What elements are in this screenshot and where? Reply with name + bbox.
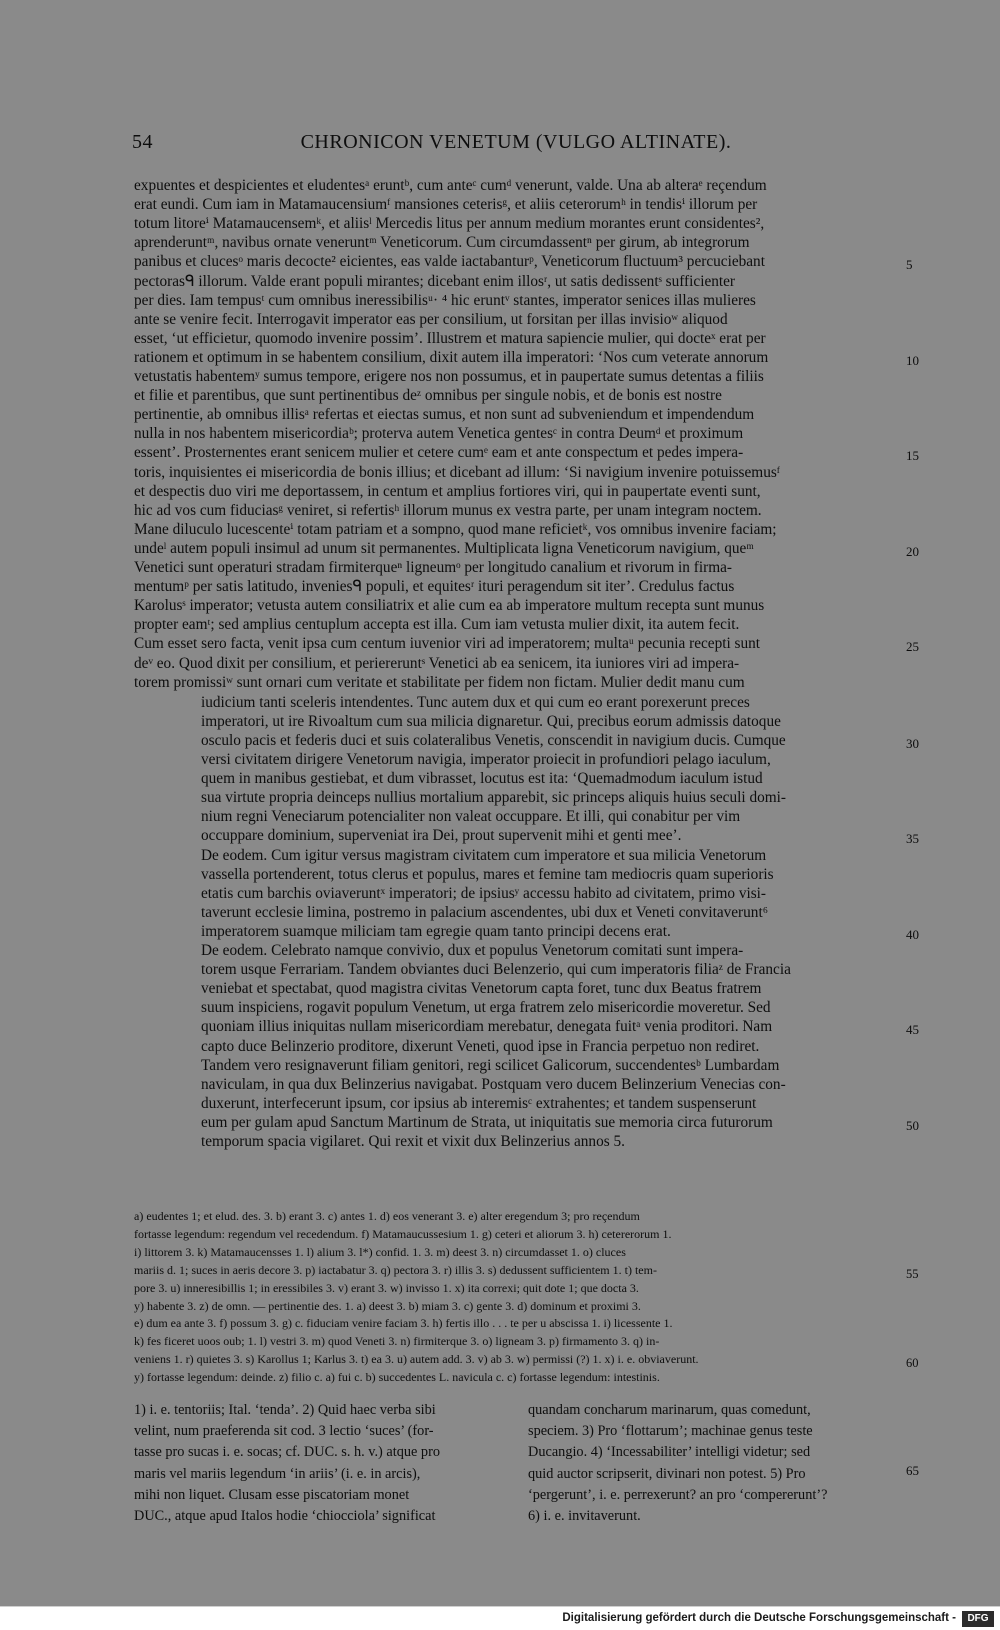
- text-line: pectorasᑫ illorum. Valde erant populi mirantes; dicebant enim illosʳ, ut satis dedissentˢ sufficienter: [134, 272, 736, 290]
- text-line: torem usque Ferrariam. Tandem obviantes duci Belenzerio, qui cum imperatoris filiaᶻ de Francia: [201, 961, 791, 979]
- apparatus-line-number: 60: [906, 1356, 919, 1371]
- footnote-line-number: 65: [906, 1463, 919, 1478]
- text-line: temporum spacia vigilaret. Qui rexit et vixit dux Belinzerius annos 5.: [201, 1133, 625, 1150]
- text-line: rationem et optimum in se habentem consilium, dixit autem illa imperatori: ‘Nos cum veterate annorum: [134, 348, 769, 366]
- footnote-line: DUC., atque apud Italos hodie ‘chiocciola’ significat: [134, 1508, 436, 1524]
- running-title: CHRONICON VENETUM (VULGO ALTINATE).: [300, 131, 732, 153]
- text-line: aprenderuntᵐ, navibus ornate veneruntᵐ Veneticorum. Cum circumdassentⁿ per girum, ab integrorum: [134, 234, 750, 252]
- apparatus-line-number: 55: [906, 1266, 919, 1281]
- apparatus-line: fortasse legendum: regendum vel recedendum. f) Matamaucussesium 1. g) ceteri et aliorum 3. h) cetererorum 1.: [134, 1226, 672, 1241]
- text-line: et filie et parentibus, que sunt pertinentibus deᶻ omnibus per singule nobis, et de bonis est nostre: [134, 387, 722, 405]
- text-line: et despectis duo viri me deportassem, in centum et amplius fortiores viri, qui in paupertate eventi sunt,: [134, 482, 761, 500]
- text-line: erat eundi. Cum iam in Matamaucensiumᶠ mansiones ceterisᵍ, et aliis ceterorumʰ in tendisⁱ illorum per: [134, 196, 758, 214]
- line-number: 20: [906, 543, 919, 559]
- footnote-line: ‘pergerunt’, i. e. perrexerunt? an pro ‘compererunt’?: [528, 1486, 828, 1503]
- line-number: 5: [906, 257, 913, 273]
- apparatus-line: veniens 1. r) quietes 3. s) Karollus 1; Karlus 3. t) ea 3. u) autem add. 3. v) ab 3. w) permissi (?) 1. x) i. e. obviaverunt.: [134, 1352, 699, 1367]
- footnote-line: speciem. 3) Pro ‘flottarum’; machinae genus teste: [528, 1423, 813, 1440]
- line-number: 25: [906, 639, 919, 655]
- text-line: esset, ‘ut efficietur, quomodo invenire possim’. Illustrem et matura sapiencie mulier, qui docteˣ erat per: [134, 329, 766, 347]
- text-line: vetustatis habentemʸ sumus tempore, erigere nos non possumus, et in paupertate sumus detentas a filiis: [134, 368, 764, 385]
- footnote-line: Ducangio. 4) ‘Incessabiliter’ intelligi videtur; sed: [528, 1444, 811, 1461]
- funding-notice: Digitalisierung gefördert durch die Deutsche Forschungsgemeinschaft -: [562, 1612, 956, 1624]
- footnote-line: quandam concharum marinarum, quas comedunt,: [528, 1402, 811, 1418]
- text-line: eum per gulam apud Sanctum Martinum de Strata, ut iniquitatis sue memoria circa futurorum: [201, 1113, 773, 1131]
- footnote-line: quid auctor scripserit, divinari non potest. 5) Pro: [528, 1465, 806, 1482]
- apparatus-line: e) dum ea ante 3. f) possum 3. g) c. fiduciam venire faciam 3. h) fertis illo . . . te per u abscissa 1. i) licessente 1.: [134, 1316, 673, 1331]
- footnote-line: tasse pro sucas i. e. socas; cf. DUC. s. h. v.) atque pro: [134, 1444, 440, 1461]
- text-line: vassella portenderent, totus clerus et populus, mares et femine tam mediocris quam superioris: [201, 865, 774, 883]
- text-line: quem in manibus gestiebat, et dum vibrasset, locutus est ita: ‘Quemadmodum iaculum istud: [201, 770, 763, 788]
- text-line: sua virtute propria deinceps nullius mortalium apparebit, sic princeps aliquis huius seculi domi-: [201, 789, 786, 807]
- text-line: Karolusˢ imperator; vetusta autem consiliatrix et alie cum ea ab imperatore multum recepta sunt munus: [134, 597, 765, 615]
- text-line: Venetici sunt operaturi stradam firmiterqueⁿ ligneumᵒ per longitudo canalium et rivorum in firma-: [134, 559, 732, 576]
- text-line: veniebat et spectabat, quod magistra civitas Venetorum capta foret, tunc dux Beatus fratrem: [201, 980, 762, 998]
- text-line: etatis cum barchis oviaveruntˣ imperatori; de ipsiusʸ accessu habito ad civitatem, primo visi-: [201, 884, 767, 902]
- text-line: De eodem. Celebrato namque convivio, dux et populus Venetorum comitati sunt impera-: [201, 942, 744, 959]
- text-line: naviculam, in qua dux Belinzerius navigabat. Postquam vero ducem Belinzerium Venecias con-: [201, 1075, 786, 1093]
- apparatus-line: i) littorem 3. k) Matamaucensses 1. l) alium 3. l*) confid. 1. 3. m) deest 3. n) circumdasset 1. o) cluces: [134, 1244, 626, 1259]
- text-line: ante se venire fecit. Interrogavit imperator eas per consilium, ut forsitan per illas invisioʷ aliquod: [134, 310, 728, 328]
- text-line: mentumᵖ per satis latitudo, inveniesᑫ populi, et equitesʳ ituri peragendum sit iter’. Credulus factus: [134, 578, 735, 596]
- dfg-logo: DFG: [962, 1611, 994, 1627]
- line-number: 50: [906, 1117, 919, 1133]
- text-line: pertinentie, ab omnibus illisᵃ refertas et eiectas sumus, et non sunt ad subveniendum et impendendum: [134, 406, 755, 424]
- text-line: quoniam illius iniquitas nullam misericordiam merebatur, denegata fuitᵃ venia proditori. Nam: [201, 1018, 773, 1036]
- text-line: iudicium tanti sceleris intendentes. Tunc autem dux et qui cum eo erant porexerunt preces: [201, 693, 750, 711]
- line-number: 40: [906, 926, 919, 942]
- text-line: osculo pacis et federis duci et suis colateralibus Venetis, conscendit in navigium ducis. Cumque: [201, 731, 786, 749]
- text-line: totum litoreⁱ Matamaucensemᵏ, et aliisˡ Mercedis litus per annum medium morantes erunt considentes²,: [134, 215, 765, 233]
- text-line: suum inspiciens, rogavit populum Venetum, ut erga fratrem zelo misericordie moveretur. Sed: [201, 999, 771, 1017]
- page-number: 54: [132, 131, 153, 153]
- footnote-line: 6) i. e. invitaverunt.: [528, 1508, 641, 1524]
- line-number: 35: [906, 831, 919, 847]
- line-number: 10: [906, 352, 919, 368]
- text-line: occuppare dominium, superveniat ira Dei, prout supervenit mihi et genti mee’.: [201, 827, 682, 845]
- line-number: 30: [906, 735, 919, 751]
- footnote-line: 1) i. e. tentoriis; Ital. ‘tenda’. 2) Quid haec verba sibi: [134, 1402, 436, 1418]
- text-line: toris, inquisientes ei misericordia de bonis illius; et dicebant ad illum: ‘Si navigium invenire potuissemusᶠ: [134, 463, 780, 481]
- text-line: capto duce Belinzerio proditore, dixerunt Veneti, quod ipse in Francia perpetuo non rediret.: [201, 1037, 760, 1055]
- text-line: Cum esset sero facta, venit ipsa cum centum iuvenior viri ad imperatorem; multaᵘ pecunia recepti sunt: [134, 635, 761, 653]
- text-line: imperatorem suamque miliciam tam egregie quam tanto principi decens erat.: [201, 922, 671, 940]
- text-line: Mane diluculo lucescenteⁱ totam patriam et a sompno, quod mane reficietᵏ, vos omnibus invenire faciam;: [134, 520, 777, 538]
- footnote-line: velint, num praeferenda sit cod. 3 lectio ‘suces’ (for-: [134, 1423, 434, 1440]
- apparatus-line: pore 3. u) inneresibillis 1; in eressibiles 3. v) erant 3. w) invisso 1. x) ita correxi; quit dote 1; que docta 3.: [134, 1280, 639, 1295]
- text-line: essent’. Prosternentes erant senicem mulier et cetere cumᵉ eam et ante conspectum et pedes impera-: [134, 444, 744, 462]
- text-line: De eodem. Cum igitur versus magistram civitatem cum imperatore et sua milicia Venetorum: [201, 846, 767, 864]
- text-line: undeˡ autem populi insimul ad unum sit permanentes. Multiplicata ligna Veneticorum navigium, queᵐ: [134, 539, 754, 557]
- apparatus-line: mariis d. 1; suces in aeris decore 3. p) iactabatur 3. q) pectora 3. r) illis 3. s) dedussent sufficientem 1. t) tem-: [134, 1262, 657, 1277]
- text-line: hic ad vos cum fiduciasᵍ veniret, si refertisʰ illorum munus ex vestra parte, per unam integram noctem.: [134, 501, 762, 519]
- line-number: 15: [906, 448, 919, 464]
- text-line: nulla in nos habentem misericordiaᵇ; proterva autem Venetica gentesᶜ in contra Deumᵈ et proximum: [134, 425, 744, 443]
- apparatus-line: y) habente 3. z) de omn. — pertinentie des. 1. a) deest 3. b) miam 3. c) gente 3. d) dominum et proximi 3.: [134, 1298, 641, 1313]
- text-line: imperatori, ut ire Rivoaltum cum sua milicia dignaretur. Qui, precibus eorum admissis datoque: [201, 712, 781, 730]
- text-line: panibus et clucesᵒ maris decocte² eicientes, eas valde iactabanturᵖ, Veneticorum fluctuum³ percuciebant: [134, 253, 765, 271]
- apparatus-line: a) eudentes 1; et elud. des. 3. b) erant 3. c) antes 1. d) eos venerant 3. e) alter eregendum 3; pro reçendum: [134, 1209, 640, 1223]
- text-line: duxerunt, interfecerunt ipsum, cor ipsius ab interemisᶜ extrahentes; et tandem suspenserunt: [201, 1094, 757, 1112]
- line-number: 45: [906, 1022, 919, 1038]
- text-line: taverunt ecclesie limina, postremo in palacium ascendentes, ubi dux et Veneti convitaverunt⁶: [201, 903, 769, 921]
- text-line: expuentes et despicientes et eludentesᵃ eruntᵇ, cum anteᶜ cumᵈ venerunt, valde. Una ab alteraᵉ reçendum: [134, 177, 767, 194]
- apparatus-line: k) fes ficeret uoos oub; 1. l) vestri 3. m) quod Veneti 3. n) firmiterque 3. o) ligneam 3. p) firmamento 3. q) in-: [134, 1334, 660, 1349]
- funding-footer: [0, 1606, 1000, 1630]
- text-line: versi civitatem dirigere Venetorum navigia, imperator proiecit in profundiori pelago iaculum,: [201, 751, 771, 768]
- text-line: propter eamᵗ; sed amplius centuplum accepta est illa. Cum iam vetusta mulier dixit, ita autem fecit.: [134, 616, 740, 634]
- text-line: nium regni Veneciarum potencialiter non valeat occuppare. Et illi, qui conabitur per vim: [201, 808, 741, 826]
- text-line: Tandem vero resignaverunt filiam genitori, regi scilicet Galicorum, succendentesᵇ Lumbardam: [201, 1056, 780, 1074]
- text-line: per dies. Iam tempusᵗ cum omnibus ineressibilisᵘ· ⁴ hic eruntᵛ stantes, imperator senices illas mulieres: [134, 291, 756, 309]
- footnote-line: maris vel mariis legendum ‘in ariis’ (i. e. in arcis),: [134, 1465, 421, 1482]
- text-line: torem promissiʷ sunt ornari cum veritate et stabilitate per fidem non fictam. Mulier dedit manu cum: [134, 673, 745, 691]
- text-line: deᵛ eo. Quod dixit per consilium, et periereruntˢ Venetici ab ea senicem, ita iuniores viri ad impera-: [134, 654, 740, 672]
- footnote-line: mihi non liquet. Clusam esse piscatoriam monet: [134, 1486, 410, 1503]
- apparatus-line: y) fortasse legendum: deinde. z) filio c. a) fui c. b) succedentes L. navicula c. c) fortasse legendum: intestinis.: [134, 1370, 660, 1385]
